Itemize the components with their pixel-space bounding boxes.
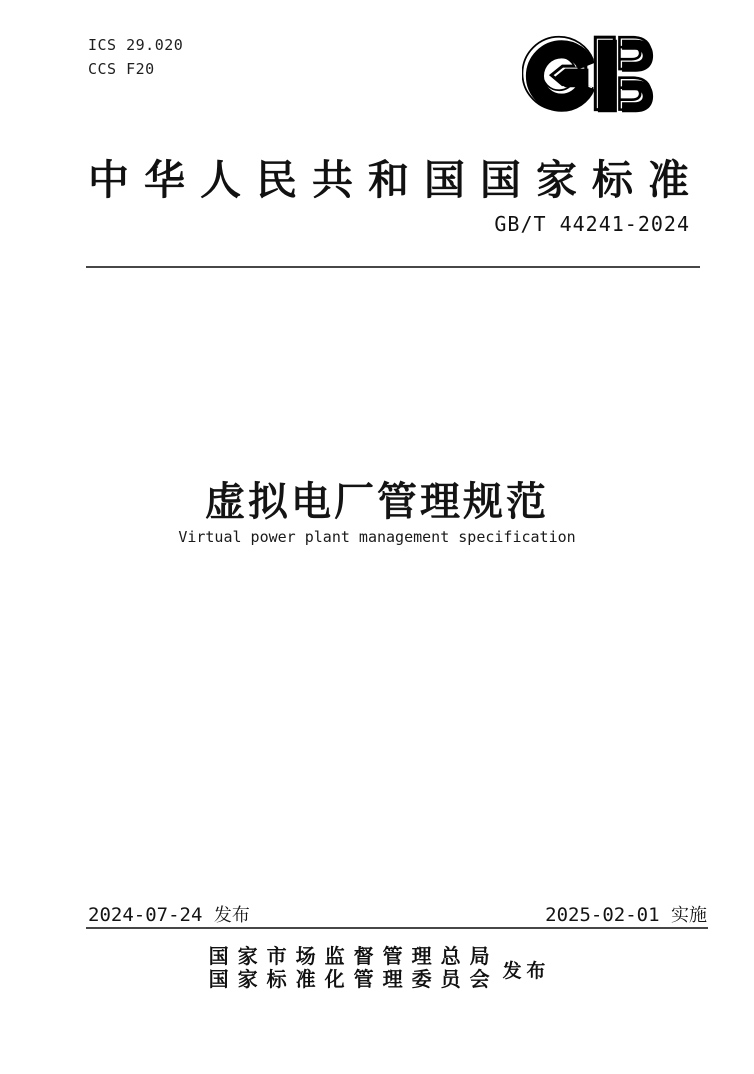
document-title-chinese: 虚拟电厂管理规范 [205,480,549,524]
classification-codes [88,33,183,81]
ccs-code: CCS F20 [88,60,155,78]
bottom-divider [86,927,708,929]
national-standard-heading: 中华人民共和国国家标准 [88,157,704,203]
implementation-date-group [545,901,707,927]
release-label: 发布 [213,905,250,925]
publish-action-label: 发 布 [502,960,546,982]
implementation-date: 2025-02-01 [545,904,660,926]
dates-row [88,901,707,927]
document-title-english: Virtual power plant management specification [178,528,576,546]
publisher-names [209,946,499,992]
ics-code: ICS 29.020 [88,36,184,54]
standard-number: GB/T 44241-2024 [494,212,690,236]
release-date: 2024-07-24 [88,904,203,926]
publisher-line-1: 国家市场监督管理总局 [208,946,499,968]
implementation-label: 实施 [671,905,707,925]
top-divider [86,266,700,268]
publisher-line-2: 国家标准化管理委员会 [208,969,499,991]
release-date-group [88,901,250,927]
gb-standard-logo-icon [522,32,660,120]
publisher-block [0,946,754,992]
